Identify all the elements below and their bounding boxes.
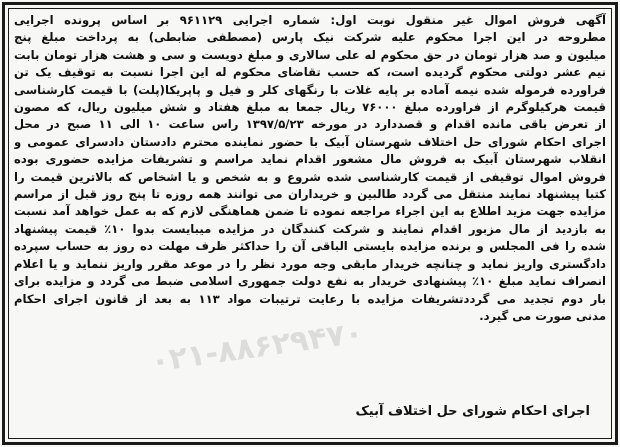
notice-line: مزایده جهت مزید اطلاع به این اجراء مراجعه نموده تا ضمن هماهنگی لازم که به عمل خواهد آمد نسبت bbox=[14, 204, 606, 219]
notice-body bbox=[14, 12, 606, 325]
notice-line: دادگستری واریز نماید و چنانچه خریدار مابقی وجه مورد نظر را در موعد مقرر واریز ننماید و یا اعلام bbox=[14, 256, 606, 271]
notice-line: آگهی فروش اموال غیر منقول نوبت اول: شماره اجرایی ۹۶۱۱۲۹ بر اساس پرونده اجرایی bbox=[14, 13, 606, 27]
phone-watermark: ۰۲۱-۸۸۶۲۹۴۷۰ bbox=[148, 315, 366, 380]
notice-line: فراورده فرموله شده نیمه آماده بر پایه غلات با رنگهای کلر و فیل و پاپریکا(پلت) با قیمت کارشناسی bbox=[14, 82, 606, 97]
notice-line: مطروحه در این اجرا محکوم علیه شرکت نیک پارس (مصطفی ضابطی) به پرداخت مبلغ پنج bbox=[14, 30, 606, 45]
notice-line: انقلاب شهرستان آبیک به فروش مال مشعور اقدام نماید مراسم و تشریفات مزایده حضوری بوده bbox=[14, 152, 606, 167]
notice-line: به بازدید از مال مزبور اقدام نمایند و شرکت کنندگان در مزایده میبایست بدوا ۱۰٪ قیمت پیشنهاد bbox=[14, 221, 606, 236]
notice-line: شده را فی المجلس و برنده مزایده بایستی الباقی آن را حداکثر ظرف مهلت ده روز به حساب سپرده bbox=[14, 239, 606, 254]
notice-line: اجرای احکام شورای حل اختلاف شهرستان آبیک با حضور نماینده محترم دادستان دادسرای عمومی و bbox=[14, 134, 606, 149]
notice-line: مدنی صورت می گیرد. bbox=[479, 308, 606, 323]
notice-line: کتبا پیشنهاد نمایند منتقل می گردد طالبین و خریداران می توانند همه روزه تا پنج روز قبل از مراسم bbox=[14, 187, 606, 202]
notice-line: قیمت هرکیلوگرم از فراورده مبلغ ۷۶۰۰۰ ریال جمعا به مبلغ هفتاد و شش میلیون ریال، که مصون bbox=[14, 100, 606, 115]
notice-line: نیم عشر دولتی محکوم گردیده است، که حسب تقاضای محکوم له این اجرا نسبت به توقیف یک تن bbox=[14, 65, 606, 80]
notice-line: میلیون و صد هزار تومان در حق محکوم له علی سالاری و مبلغ دویست و سی و هشت هزار تومان بابت bbox=[14, 47, 606, 62]
notice-signature: اجرای احکام شورای حل اختلاف آبیک bbox=[355, 404, 590, 419]
notice-line: فروش اموال توقیفی از قیمت کارشناسی شده شروع و به شخص و یا اشخاص که بالاترین قیمت را bbox=[14, 169, 606, 184]
notice-line: انصراف نماید مبلغ ۱۰٪ پیشنهادی خریدار به نفع دولت جمهوری اسلامی ضبط می گردد و مزایده برای bbox=[14, 274, 606, 289]
notice-line: از تعرض باقی مانده اقدام و قصددارد در مورخه ۱۳۹۷/۵/۲۳ راس ساعت ۱۰ الی ۱۱ صبح در محل bbox=[14, 117, 606, 132]
notice-line: بار دوم تجدید می گرددتشریفات مزایده با رعایت ترتیبات مواد ۱۱۳ به بعد از قانون اجرای احکام bbox=[14, 291, 606, 306]
